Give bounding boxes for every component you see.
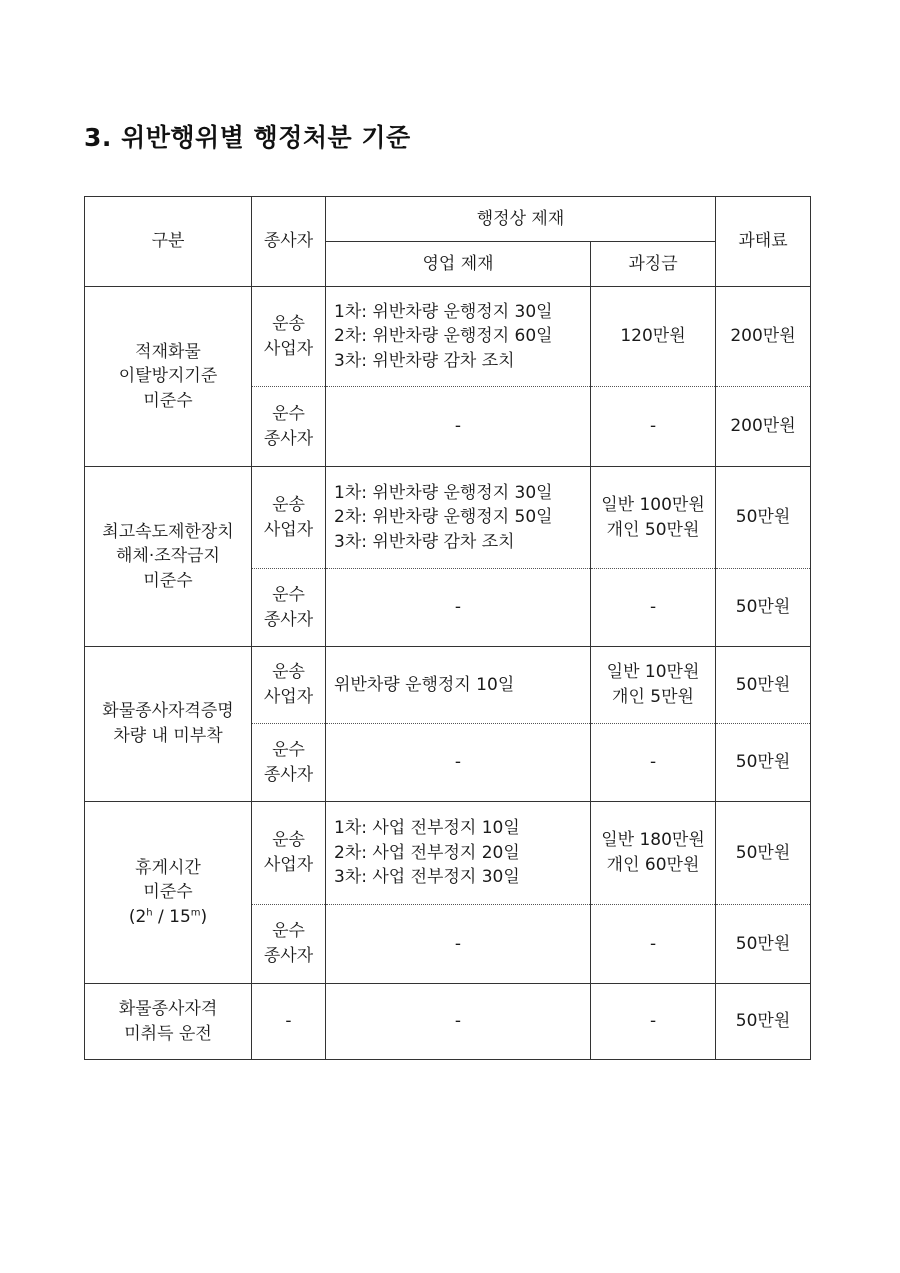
business-line: 2차: 위반차량 운행정지 50일 [334,507,553,528]
surcharge-cell: - [591,387,716,467]
worker-cell [252,647,326,724]
worker-cell [252,467,326,569]
worker-cell [252,905,326,984]
worker-line: 운수 [272,584,305,605]
category-cell [85,467,252,647]
fine-cell: 200만원 [716,287,811,387]
business-sanction-cell [326,287,591,387]
note-minutes-sup: m [190,907,201,919]
worker-cell [252,287,326,387]
surcharge-line: 일반 180만원 [601,830,705,851]
business-sanction-cell [326,802,591,905]
business-sanction-cell [326,467,591,569]
business-sanction-cell: - [326,984,591,1060]
surcharge-line: 개인 50만원 [606,519,700,540]
surcharge-cell: - [591,724,716,802]
header-fine: 과태료 [716,197,811,287]
surcharge-line: 일반 10만원 [606,662,700,683]
fine-cell: 50만원 [716,569,811,647]
fine-cell: 200만원 [716,387,811,467]
business-line: 1차: 위반차량 운행정지 30일 [334,301,553,322]
category-cell [85,287,252,467]
business-line: 3차: 위반차량 감차 조치 [334,350,515,371]
worker-line: 사업자 [263,855,314,875]
category-cell [85,802,252,984]
worker-cell [252,724,326,802]
category-cell [85,647,252,802]
surcharge-line: 일반 100만원 [601,494,705,515]
worker-line: 사업자 [263,519,314,540]
fine-cell: 50만원 [716,905,811,984]
surcharge-line: 개인 5만원 [612,687,694,707]
note-middle: / 15 [152,906,191,927]
surcharge-line: 120만원 [620,326,686,347]
category-line: 미준수 [143,570,193,591]
worker-line: 운송 [272,830,305,851]
business-line: 위반차량 운행정지 10일 [334,674,515,695]
worker-line: 운수 [272,921,305,942]
fine-cell: 50만원 [716,802,811,905]
worker-line: 종사자 [263,609,314,630]
header-business-sanction: 영업 제재 [326,242,591,287]
surcharge-cell [591,287,716,387]
worker-line: 사업자 [263,338,314,359]
business-sanction-cell: - [326,569,591,647]
worker-line: 종사자 [263,764,314,785]
surcharge-cell [591,802,716,905]
worker-line: 운수 [272,403,305,424]
business-line: 1차: 사업 전부정지 10일 [334,818,520,839]
business-sanction-cell [326,647,591,724]
note-hours-sup: h [146,907,153,919]
worker-line: 사업자 [263,687,314,707]
note-prefix: (2 [128,906,147,927]
surcharge-cell [591,647,716,724]
surcharge-line: 개인 60만원 [606,855,700,875]
worker-line: 운송 [272,662,305,683]
category-line: 휴게시간 [135,857,201,878]
worker-line: 운송 [272,494,305,515]
business-sanction-cell: - [326,724,591,802]
worker-line: 운수 [272,739,305,760]
category-note [85,905,251,930]
header-worker: 종사자 [252,197,326,287]
header-category: 구분 [85,197,252,287]
note-suffix: ) [200,906,208,927]
worker-cell [252,802,326,905]
business-sanction-cell: - [326,387,591,467]
business-sanction-cell: - [326,905,591,984]
business-line: 2차: 사업 전부정지 20일 [334,842,520,863]
surcharge-cell [591,467,716,569]
category-line: 화물종사자격증명 [102,701,234,722]
penalty-table [84,196,811,1060]
worker-line: 운송 [272,313,305,334]
category-line: 해체·조작금지 [116,546,220,567]
page-title: 3. 위반행위별 행정처분 기준 [84,123,411,152]
surcharge-cell: - [591,905,716,984]
fine-cell: 50만원 [716,467,811,569]
surcharge-cell: - [591,569,716,647]
category-line: 차량 내 미부착 [113,726,223,746]
worker-cell [252,387,326,467]
category-line: 이탈방지기준 [118,366,218,387]
business-line: 3차: 사업 전부정지 30일 [334,867,520,888]
fine-cell: 50만원 [716,984,811,1060]
category-line: 최고속도제한장치 [102,521,234,542]
category-line: 미준수 [143,882,193,903]
surcharge-cell: - [591,984,716,1060]
category-cell [85,984,252,1060]
category-line: 적재화물 [135,341,201,362]
fine-cell: 50만원 [716,724,811,802]
worker-cell [252,569,326,647]
business-line: 3차: 위반차량 감차 조치 [334,531,515,552]
business-line: 1차: 위반차량 운행정지 30일 [334,482,553,503]
header-penalty-surcharge: 과징금 [591,242,716,287]
business-line: 2차: 위반차량 운행정지 60일 [334,326,553,347]
worker-line: 종사자 [263,946,314,966]
category-line: 미준수 [143,390,193,411]
worker-cell: - [252,984,326,1060]
fine-cell: 50만원 [716,647,811,724]
worker-line: 종사자 [263,428,314,449]
header-admin-sanction: 행정상 제재 [326,197,716,242]
category-line: 화물종사자격 [118,998,218,1019]
category-line: 미취득 운전 [124,1023,212,1044]
